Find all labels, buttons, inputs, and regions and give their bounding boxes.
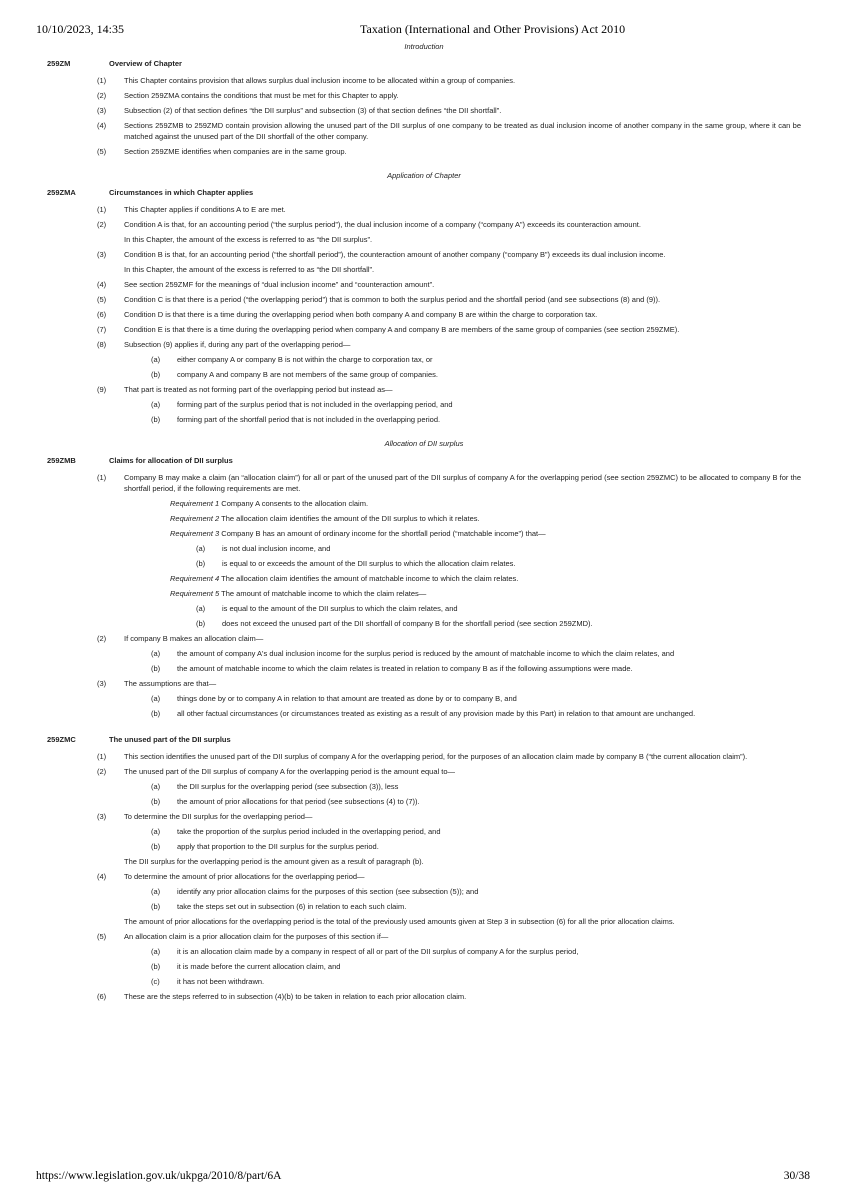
requirement-text: The allocation claim identifies the amount of the DII surplus to which it relates.	[221, 514, 480, 523]
subsection	[97, 809, 801, 824]
subsection-number: (1)	[97, 76, 107, 85]
provision-text: does not exceed the unused part of the DII shortfall of company B for the shortfall period (see section 259ZMD).	[222, 619, 593, 628]
provision-text: forming part of the surplus period that is not included in the overlapping period, and	[177, 400, 453, 409]
paragraph-letter: (b)	[151, 902, 161, 911]
paragraph-letter: (a)	[151, 355, 161, 364]
requirement	[170, 586, 801, 601]
continuation-text: In this Chapter, the amount of the excess is referred to as “the DII surplus”.	[124, 235, 373, 244]
subsection-number: (5)	[97, 295, 107, 304]
requirement	[170, 571, 801, 586]
paragraph-letter: (b)	[196, 619, 206, 628]
paragraph-letter: (a)	[196, 604, 206, 613]
continuation-text: In this Chapter, the amount of the excess is referred to as “the DII shortfall”.	[124, 265, 375, 274]
section-spacer	[0, 427, 848, 437]
subsection	[97, 929, 801, 944]
section-title: The unused part of the DII surplus	[109, 735, 231, 744]
page-number: 30/38	[783, 1170, 810, 1182]
provision-text: it is made before the current allocation claim, and	[177, 962, 341, 971]
subsection-number: (3)	[97, 106, 107, 115]
subsection-number: (2)	[97, 91, 107, 100]
requirement-label: Requirement 2	[170, 514, 220, 523]
provision-text: That part is treated as not forming part of the overlapping period but instead as—	[124, 385, 393, 394]
paragraph	[151, 884, 801, 899]
subsection	[97, 292, 801, 307]
requirement	[170, 511, 801, 526]
paragraph-letter: (a)	[151, 887, 161, 896]
provision-text: take the proportion of the surplus period included in the overlapping period, and	[177, 827, 441, 836]
requirement	[170, 496, 801, 511]
paragraph-letter: (b)	[196, 559, 206, 568]
subsection-number: (3)	[97, 812, 107, 821]
provision-text: forming part of the shortfall period that is not included in the overlapping period.	[177, 415, 441, 424]
provision-text: The assumptions are that—	[124, 679, 217, 688]
paragraph	[151, 706, 801, 721]
paragraph-letter: (a)	[151, 694, 161, 703]
paragraph-letter: (b)	[151, 797, 161, 806]
provision-text: Sections 259ZMB to 259ZMD contain provision allowing the unused part of the DII surplus of one company to be treated as dual inclusion income of another company in the same group, where it can be matched against the unused part of the DII shortfall of the other company.	[124, 121, 801, 141]
subsection	[97, 322, 801, 337]
provision-text: the DII surplus for the overlapping period (see subsection (3)), less	[177, 782, 399, 791]
provision-text: Company B may make a claim (an “allocation claim”) for all or part of the unused part of the DII surplus of company A for the overlapping period (see section 259ZMC) to be allocated to company B for the shortfall period, if the following requirements are met.	[124, 473, 801, 493]
source-url: https://www.legislation.gov.uk/ukpga/2010/8/part/6A	[36, 1170, 282, 1182]
provision-text: apply that proportion to the DII surplus for the surplus period.	[177, 842, 379, 851]
subsection	[97, 73, 801, 88]
provision-text: the amount of company A's dual inclusion income for the surplus period is reduced by the amount of matchable income to which the claim relates, and	[177, 649, 675, 658]
section-spacer	[0, 721, 848, 731]
provision-text: The unused part of the DII surplus of company A for the overlapping period is the amount equal to—	[124, 767, 456, 776]
provision-text: An allocation claim is a prior allocation claim for the purposes of this section if—	[124, 932, 389, 941]
provision-text: These are the steps referred to in subsection (4)(b) to be taken in relation to each prior allocation claim.	[124, 992, 467, 1001]
act-title: Taxation (International and Other Provisions) Act 2010	[360, 22, 626, 36]
subsection	[97, 103, 801, 118]
provision-text: See section 259ZMF for the meanings of “dual inclusion income” and “counteraction amount”.	[124, 280, 435, 289]
requirement-text: Company A consents to the allocation claim.	[221, 499, 369, 508]
paragraph-letter: (a)	[151, 827, 161, 836]
requirement-label: Requirement 3	[170, 529, 220, 538]
subsection-number: (6)	[97, 310, 107, 319]
provision-text: To determine the DII surplus for the overlapping period—	[124, 812, 313, 821]
crossheading: Allocation of DII surplus	[384, 439, 464, 448]
requirement	[170, 526, 801, 541]
subsection	[97, 337, 801, 352]
subsection	[97, 307, 801, 322]
paragraph-letter: (b)	[151, 370, 161, 379]
subsection	[97, 144, 801, 159]
requirement-text: Company B has an amount of ordinary income for the shortfall period (“matchable income”) that—	[221, 529, 546, 538]
paragraph	[151, 839, 801, 854]
subsection	[97, 470, 801, 496]
paragraph-letter: (a)	[151, 947, 161, 956]
crossheading: Application of Chapter	[387, 171, 461, 180]
requirement-label: Requirement 5	[170, 589, 220, 598]
provision-text: This section identifies the unused part of the DII surplus of company A for the overlapping period, for the purposes of an allocation claim made by company B (“the current allocation claim”).	[124, 752, 748, 761]
paragraph	[151, 824, 801, 839]
section-spacer	[0, 159, 848, 169]
paragraph-letter: (c)	[151, 977, 160, 986]
requirement-text: The amount of matchable income to which the claim relates—	[221, 589, 427, 598]
paragraph	[151, 959, 801, 974]
provision-text: Condition D is that there is a time during the overlapping period when both company A and company B are within the charge to corporation tax.	[124, 310, 598, 319]
provision-text: take the steps set out in subsection (6) in relation to each such claim.	[177, 902, 407, 911]
crossheading: Introduction	[404, 42, 444, 51]
subsection-number: (2)	[97, 220, 107, 229]
subsection	[97, 247, 801, 262]
subsection-number: (2)	[97, 767, 107, 776]
subsection	[97, 217, 801, 232]
subsection-number: (3)	[97, 250, 107, 259]
provision-text: things done by or to company A in relation to that amount are treated as done by or to company B, and	[177, 694, 517, 703]
section-title: Claims for allocation of DII surplus	[109, 456, 233, 465]
section-title: Overview of Chapter	[109, 59, 182, 68]
paragraph-letter: (a)	[196, 544, 206, 553]
provision-text: company A and company B are not members of the same group of companies.	[177, 370, 438, 379]
subsection-number: (5)	[97, 932, 107, 941]
subsection-number: (1)	[97, 752, 107, 761]
provision-text: Condition A is that, for an accounting period (“the surplus period”), the dual inclusion income of a company (“company A”) exceeds its counteraction amount.	[124, 220, 641, 229]
provision-text: Subsection (9) applies if, during any part of the overlapping period—	[124, 340, 351, 349]
subsection-number: (6)	[97, 992, 107, 1001]
subsection-number: (4)	[97, 872, 107, 881]
paragraph	[196, 556, 801, 571]
subsection-number: (4)	[97, 121, 107, 130]
paragraph-letter: (b)	[151, 664, 161, 673]
requirement-label: Requirement 1	[170, 499, 220, 508]
subsection-number: (1)	[97, 205, 107, 214]
provision-text: all other factual circumstances (or circumstances treated as existing as a result of any provision made by this Part) in relation to that amount are unchanged.	[177, 709, 696, 718]
provision-text: Condition C is that there is a period (“the overlapping period”) that is common to both the surplus period and the shortfall period (and see subsections (8) and (9)).	[124, 295, 661, 304]
subsection	[97, 749, 801, 764]
paragraph	[151, 412, 801, 427]
paragraph	[151, 367, 801, 382]
paragraph	[151, 397, 801, 412]
section-heading	[0, 184, 848, 202]
provision-text: the amount of prior allocations for that period (see subsections (4) to (7)).	[177, 797, 420, 806]
paragraph	[151, 944, 801, 959]
section-number: 259ZMA	[47, 188, 76, 197]
section-heading	[0, 452, 848, 470]
requirement-label: Requirement 4	[170, 574, 220, 583]
provision-text: it has not been withdrawn.	[177, 977, 265, 986]
subsection	[97, 118, 801, 144]
provision-text: Section 259ZMA contains the conditions that must be met for this Chapter to apply.	[124, 91, 399, 100]
paragraph-letter: (b)	[151, 962, 161, 971]
provision-text: If company B makes an allocation claim—	[124, 634, 264, 643]
subsection	[97, 88, 801, 103]
provision-text: Condition E is that there is a time during the overlapping period when company A and company B are members of the same group of companies (see section 259ZME).	[124, 325, 680, 334]
provision-text: Condition B is that, for an accounting period (“the shortfall period”), the counteraction amount of another company (“company B”) exceeds its dual inclusion income.	[124, 250, 666, 259]
paragraph-letter: (b)	[151, 709, 161, 718]
provision-text: is equal to the amount of the DII surplus to which the claim relates, and	[222, 604, 458, 613]
subsection	[97, 764, 801, 779]
subsection-number: (5)	[97, 147, 107, 156]
paragraph-letter: (b)	[151, 415, 161, 424]
subsection	[97, 989, 801, 1004]
paragraph	[151, 661, 801, 676]
paragraph	[151, 974, 801, 989]
subsection-number: (1)	[97, 473, 107, 482]
subsection	[97, 676, 801, 691]
subsection-number: (7)	[97, 325, 107, 334]
subsection-number: (8)	[97, 340, 107, 349]
paragraph-letter: (a)	[151, 649, 161, 658]
provision-text: it is an allocation claim made by a company in respect of all or part of the DII surplus of company A for the surplus period,	[177, 947, 579, 956]
subsection	[97, 631, 801, 646]
subsection	[97, 277, 801, 292]
paragraph-letter: (a)	[151, 782, 161, 791]
provision-text: This Chapter contains provision that allows surplus dual inclusion income to be allocated within a group of companies.	[124, 76, 516, 85]
section-heading	[0, 55, 848, 73]
subsection-number: (9)	[97, 385, 107, 394]
paragraph-letter: (a)	[151, 400, 161, 409]
paragraph	[196, 601, 801, 616]
section-number: 259ZMC	[47, 735, 76, 744]
continuation-text: The DII surplus for the overlapping period is the amount given as a result of paragraph (b).	[124, 857, 424, 866]
paragraph	[151, 646, 801, 661]
paragraph	[151, 899, 801, 914]
subsection	[97, 382, 801, 397]
paragraph	[196, 616, 801, 631]
paragraph	[151, 794, 801, 809]
paragraph	[151, 779, 801, 794]
provision-text: either company A or company B is not within the charge to corporation tax, or	[177, 355, 433, 364]
document-body	[0, 40, 848, 1004]
provision-text: is equal to or exceeds the amount of the DII surplus to which the allocation claim relates.	[222, 559, 516, 568]
provision-text: is not dual inclusion income, and	[222, 544, 331, 553]
continuation-text: The amount of prior allocations for the overlapping period is the total of the previously used amounts given at Step 3 in subsection (6) for all the prior allocation claims.	[124, 917, 675, 926]
paragraph	[151, 691, 801, 706]
paragraph	[151, 352, 801, 367]
subsection-number: (4)	[97, 280, 107, 289]
provision-text: the amount of matchable income to which the claim relates is treated in relation to company B as if the following assumptions were made.	[177, 664, 633, 673]
provision-text: Subsection (2) of that section defines “the DII surplus” and subsection (3) of that section defines “the DII shortfall”.	[124, 106, 502, 115]
requirement-text: The allocation claim identifies the amount of matchable income to which the claim relates.	[221, 574, 519, 583]
subsection	[97, 202, 801, 217]
subsection-number: (3)	[97, 679, 107, 688]
provision-text: To determine the amount of prior allocations for the overlapping period—	[124, 872, 365, 881]
section-number: 259ZMB	[47, 456, 76, 465]
provision-text: This Chapter applies if conditions A to E are met.	[124, 205, 286, 214]
provision-text: identify any prior allocation claims for the purposes of this section (see subsection (5)); and	[177, 887, 479, 896]
paragraph	[196, 541, 801, 556]
section-title: Circumstances in which Chapter applies	[109, 188, 254, 197]
subsection-number: (2)	[97, 634, 107, 643]
provision-text: Section 259ZME identifies when companies are in the same group.	[124, 147, 347, 156]
print-timestamp: 10/10/2023, 14:35	[36, 22, 125, 36]
subsection	[97, 869, 801, 884]
section-number: 259ZM	[47, 59, 71, 68]
section-heading	[0, 731, 848, 749]
paragraph-letter: (b)	[151, 842, 161, 851]
